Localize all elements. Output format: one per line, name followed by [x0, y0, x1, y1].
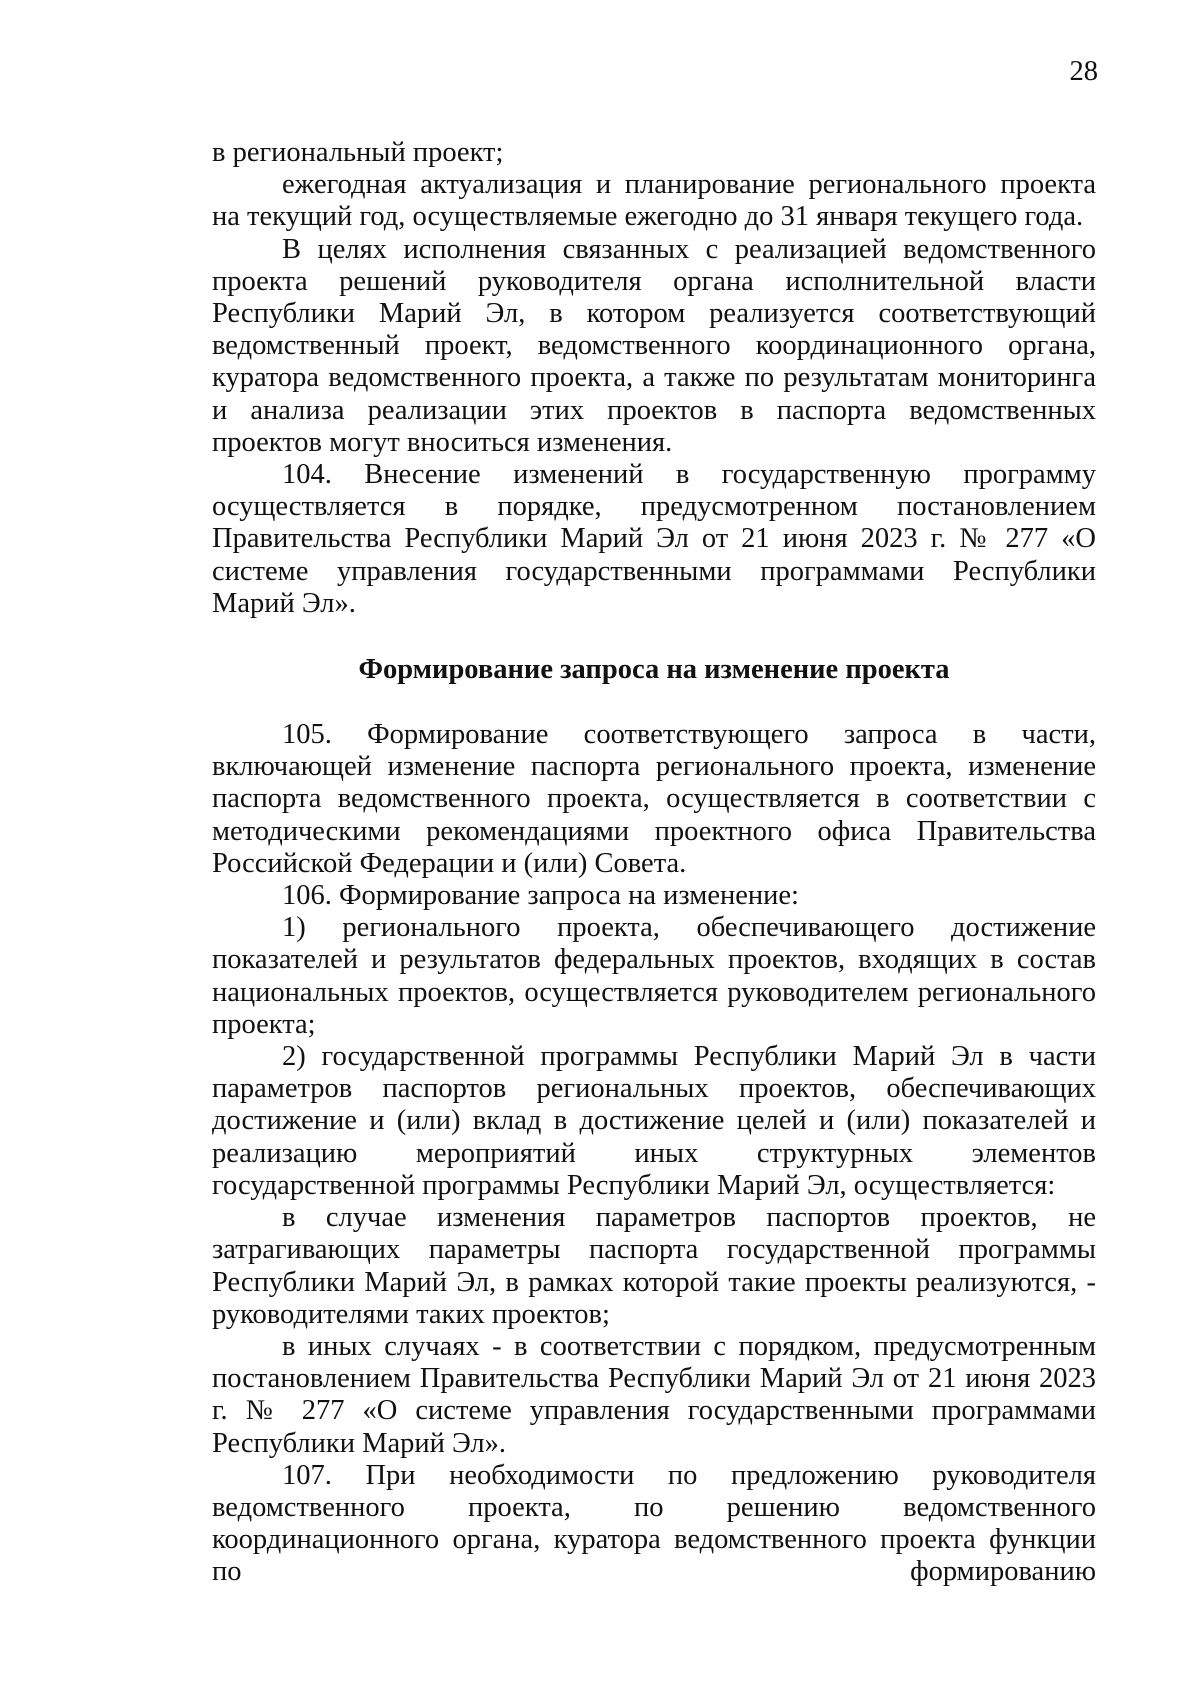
paragraph-106: 106. Формирование запроса на изменение:	[282, 880, 799, 912]
paragraph-annual-update: ежегодная актуализация и планирование регионального проекта на текущий год, осуществляемые ежегодно до 31 января текущего года.	[212, 169, 1096, 233]
paragraph-continuation: в региональный проект;	[212, 137, 504, 168]
page-number: 28	[1069, 56, 1098, 87]
paragraph-106-case-1: в случае изменения параметров паспортов проектов, не затрагивающих параметры паспорта государственной программы Республики Марий Эл, в рамках которой такие проекты реализуются, - руководителями таких проектов;	[212, 1202, 1096, 1330]
paragraph-departmental-changes: В целях исполнения связанных с реализацией ведомственного проекта решений руководителя органа исполнительной власти Республики Марий Эл, в котором реализуется соответствующий ведомственный проект, ведомственного координационного органа, куратора ведомственного проекта, а также по результатам мониторинга и анализа реализации этих проектов в паспорта ведомственных проектов могут вноситься изменения.	[212, 233, 1096, 458]
document-body	[212, 137, 1096, 1589]
paragraph-104: 104. Внесение изменений в государственную программу осуществляется в порядке, предусмотренном постановлением Правительства Республики Марий Эл от 21 июня 2023 г. № 277 «О системе управления государственными программами Республики Марий Эл».	[212, 459, 1096, 619]
section-heading: Формирование запроса на изменение проекта	[358, 654, 950, 686]
paragraph-105: 105. Формирование соответствующего запроса в части, включающей изменение паспорта регионального проекта, изменение паспорта ведомственного проекта, осуществляется в соответствии с методическими рекомендациями проектного офиса Правительства Российской Федерации и (или) Совета.	[212, 719, 1096, 879]
paragraph-106-item-1: 1) регионального проекта, обеспечивающего достижение показателей и результатов федеральных проектов, входящих в состав национальных проектов, осуществляется руководителем регионального проекта;	[212, 912, 1096, 1040]
paragraph-107: 107. При необходимости по предложению руководителя ведомственного проекта, по решению ведомственного координационного органа, куратора ведомственного проекта функции по формированию	[212, 1459, 1096, 1588]
paragraph-106-case-2: в иных случаях - в соответствии с порядком, предусмотренным постановлением Правительства Республики Марий Эл от 21 июня 2023 г. № 277 «О системе управления государственными программами Республики Марий Эл».	[212, 1330, 1096, 1459]
paragraph-106-item-2: 2) государственной программы Республики Марий Эл в части параметров паспортов региональных проектов, обеспечивающих достижение и (или) вклад в достижение целей и (или) показателей и реализацию мероприятий иных структурных элементов государственной программы Республики Марий Эл, осуществляется:	[212, 1041, 1096, 1201]
